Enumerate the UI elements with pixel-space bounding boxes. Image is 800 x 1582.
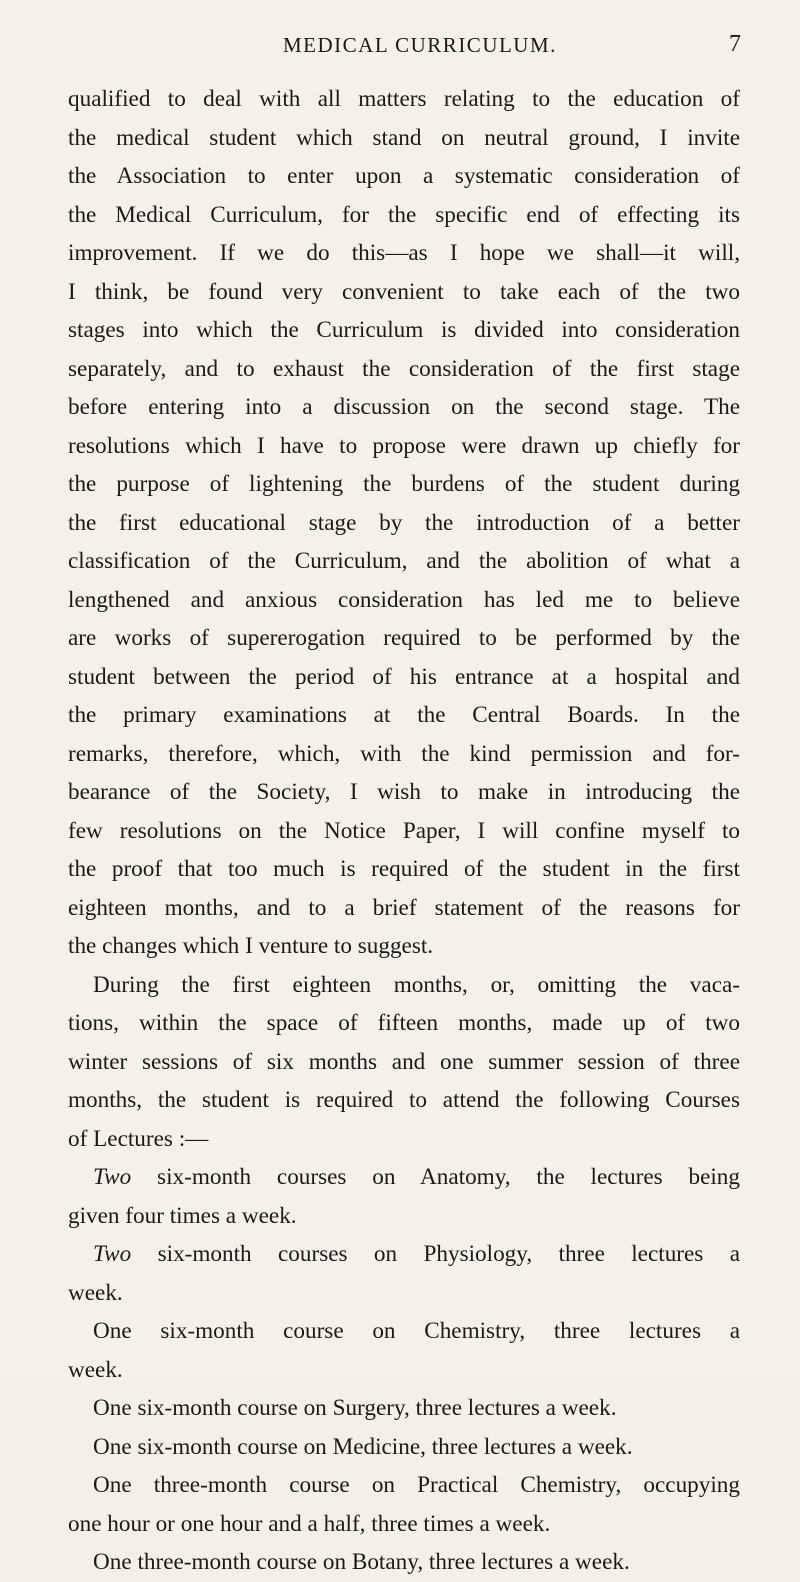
text-line: the first educational stage by the introduction of a better <box>68 509 740 536</box>
text-line: of Lectures :— <box>68 1125 209 1152</box>
course-count: One <box>93 1318 132 1344</box>
course-count: One <box>93 1395 132 1421</box>
course-text: six-month course on Surgery, three lectures a week. <box>131 1395 617 1421</box>
text-line: few resolutions on the Notice Paper, I will confine myself to <box>68 817 740 844</box>
text-line <box>68 1466 740 1505</box>
body-text <box>68 80 740 1582</box>
course-count: One <box>93 1549 132 1575</box>
course-count: Two <box>93 1164 132 1190</box>
course-item <box>68 1235 740 1312</box>
text-line <box>68 1543 740 1582</box>
course-list <box>68 1158 740 1582</box>
text-line: eighteen months, and to a brief statement of the reasons for <box>68 894 740 921</box>
course-text: six-month courses on Anatomy, the lectures being <box>131 1164 740 1190</box>
text-line: the primary examinations at the Central Boards. In the <box>68 702 740 728</box>
text-line: months, the student is required to attend the following Courses <box>68 1087 740 1113</box>
course-item <box>68 1466 740 1543</box>
text-line <box>68 1428 740 1467</box>
text-line: winter sessions of six months and one summer session of three <box>68 1048 740 1075</box>
course-count: One <box>93 1433 132 1460</box>
text-line: week. <box>68 1356 123 1383</box>
text-line: the Medical Curriculum, for the specific end of effecting its <box>68 201 740 228</box>
text-line: the Association to enter upon a systematic consideration of <box>68 163 740 189</box>
course-text: six-month courses on Physiology, three lectures a <box>131 1241 740 1267</box>
text-line <box>68 1235 740 1274</box>
text-line: before entering into a discussion on the second stage. The <box>68 394 740 420</box>
text-line: the changes which I venture to suggest. <box>68 933 434 959</box>
text-line: lengthened and anxious consideration has led me to believe <box>68 586 740 613</box>
text-line: separately, and to exhaust the consideration of the first stage <box>68 355 740 382</box>
course-text: three-month course on Botany, three lectures a week. <box>131 1549 630 1575</box>
course-item <box>68 1158 740 1235</box>
course-item <box>68 1389 740 1428</box>
text-line: week. <box>68 1279 123 1306</box>
text-line: the proof that too much is required of the student in the first <box>68 856 740 882</box>
text-line: remarks, therefore, which, with the kind permission and for- <box>68 740 740 767</box>
text-line: qualified to deal with all matters relating to the education of <box>68 86 740 112</box>
text-line: the purpose of lightening the burdens of the student during <box>68 471 740 497</box>
text-line: resolutions which I have to propose were drawn up chiefly for <box>68 432 740 459</box>
text-line <box>68 1158 740 1197</box>
course-item <box>68 1312 740 1389</box>
running-title: MEDICAL CURRICULUM. <box>283 33 557 57</box>
text-line: given four times a week. <box>68 1202 297 1229</box>
text-line: student between the period of his entrance at a hospital and <box>68 663 740 690</box>
text-line <box>68 1312 740 1351</box>
text-line: During the first eighteen months, or, omitting the vaca- <box>93 971 740 998</box>
text-line: classification of the Curriculum, and the abolition of what a <box>68 548 740 574</box>
page-number: 7 <box>729 31 741 57</box>
course-count: Two <box>93 1241 132 1267</box>
text-line: stages into which the Curriculum is divided into consideration <box>68 317 740 343</box>
text-line: the medical student which stand on neutral ground, I invite <box>68 124 740 151</box>
text-line <box>68 1389 740 1428</box>
paragraph-1 <box>68 80 740 966</box>
paragraph-2 <box>68 966 740 1159</box>
course-item <box>68 1428 740 1467</box>
running-head <box>0 33 800 63</box>
text-line: improvement. If we do this—as I hope we shall—it will, <box>68 240 740 266</box>
course-text: six-month course on Medicine, three lectures a week. <box>131 1433 633 1460</box>
course-item <box>68 1543 740 1582</box>
course-count: One <box>93 1472 132 1498</box>
text-line: bearance of the Society, I wish to make in introducing the <box>68 779 740 805</box>
text-line: I think, be found very convenient to take each of the two <box>68 278 740 305</box>
course-text: three-month course on Practical Chemistry, occupying <box>131 1472 740 1498</box>
text-line: are works of supererogation required to be performed by the <box>68 625 740 651</box>
course-text: six-month course on Chemistry, three lectures a <box>131 1318 740 1344</box>
text-line: tions, within the space of fifteen months, made up of two <box>68 1010 740 1036</box>
text-line: one hour or one hour and a half, three times a week. <box>68 1510 551 1537</box>
